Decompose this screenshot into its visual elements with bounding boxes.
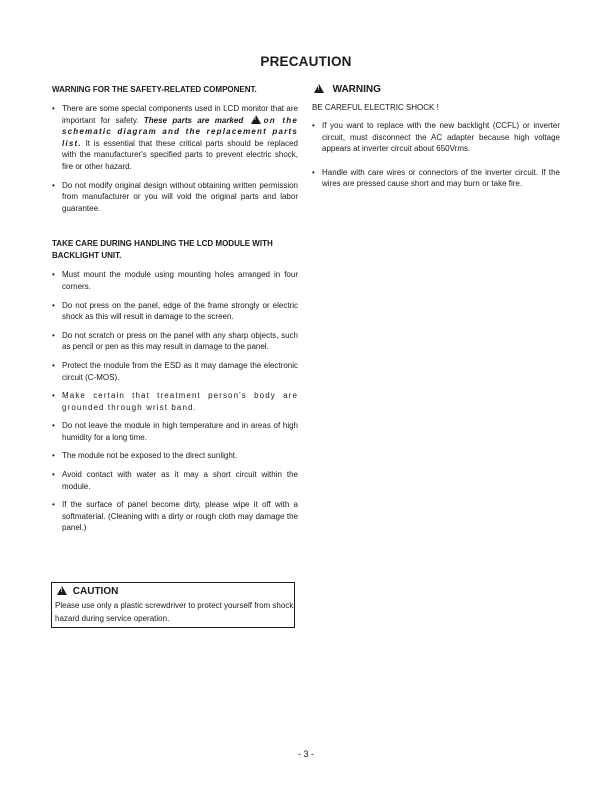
list-item: • Must mount the module using mounting holes arranged in four corners. <box>52 269 298 292</box>
warning-triangle-icon <box>251 115 261 124</box>
list-item: • Do not modify original design without obtaining written permission from manufacturer or you will void the original parts and labor guarantee. <box>52 180 298 215</box>
list-item: • Do not press on the panel, edge of the frame strongly or electric shock as this will result in damage to the screen. <box>52 300 298 323</box>
list-item: • The module not be exposed to the direct sunlight. <box>52 450 298 462</box>
warning-heading: ! WARNING <box>312 84 560 96</box>
safety-heading: WARNING FOR THE SAFETY-RELATED COMPONENT. <box>52 85 257 94</box>
handling-list <box>52 269 298 534</box>
page-number: - 3 - <box>297 749 314 759</box>
handling-heading: TAKE CARE DURING HANDLING THE LCD MODULE WITH BACKLIGHT UNIT. <box>52 239 273 261</box>
caution-box <box>51 582 295 628</box>
caution-heading: ! CAUTION <box>55 586 294 598</box>
list-item: • There are some special components used in LCD monitor that are important for safety. These parts are marked !on the schematic diagram and the replacement parts list. It is essential that these critical parts should be replaced with the manufacturer's specified parts to prevent electric shock, fire or other hazard. <box>52 103 298 173</box>
list-item: • Do not leave the module in high temperature and in areas of high humidity for a long time. <box>52 420 298 443</box>
caution-text: Please use only a plastic screwdriver to protect yourself from shock hazard during service operation. <box>55 601 294 623</box>
warning-triangle-icon <box>314 84 324 93</box>
list-item: • If you want to replace with the new backlight (CCFL) or inverter circuit, must disconnect the AC adapter because high voltage appears at inverter circuit about 650Vrms. <box>312 120 560 155</box>
list-item: • Avoid contact with water as it may a short circuit within the module. <box>52 469 298 492</box>
right-column <box>312 84 560 190</box>
list-item: • Do not scratch or press on the panel with any sharp objects, such as pencil or pen as this may result in damage to the panel. <box>52 330 298 353</box>
warning-subheading: BE CAREFUL ELECTRIC SHOCK ! <box>312 103 439 112</box>
safety-list <box>52 103 298 214</box>
page-title: PRECAUTION <box>260 54 352 69</box>
list-item: • Make certain that treatment person's body are grounded through wrist band. <box>52 390 298 413</box>
left-column <box>52 84 298 534</box>
list-item: • If the surface of panel become dirty, please wipe it off with a softmaterial. (Cleaning with a dirty or rough cloth may damage the panel.) <box>52 499 298 534</box>
warning-list <box>312 120 560 190</box>
list-item: • Protect the module from the ESD as it may damage the electronic circuit (C-MOS). <box>52 360 298 383</box>
warning-triangle-icon <box>57 586 67 595</box>
list-item: • Handle with care wires or connectors of the inverter circuit. If the wires are pressed cause short and may burn or take fire. <box>312 167 560 190</box>
